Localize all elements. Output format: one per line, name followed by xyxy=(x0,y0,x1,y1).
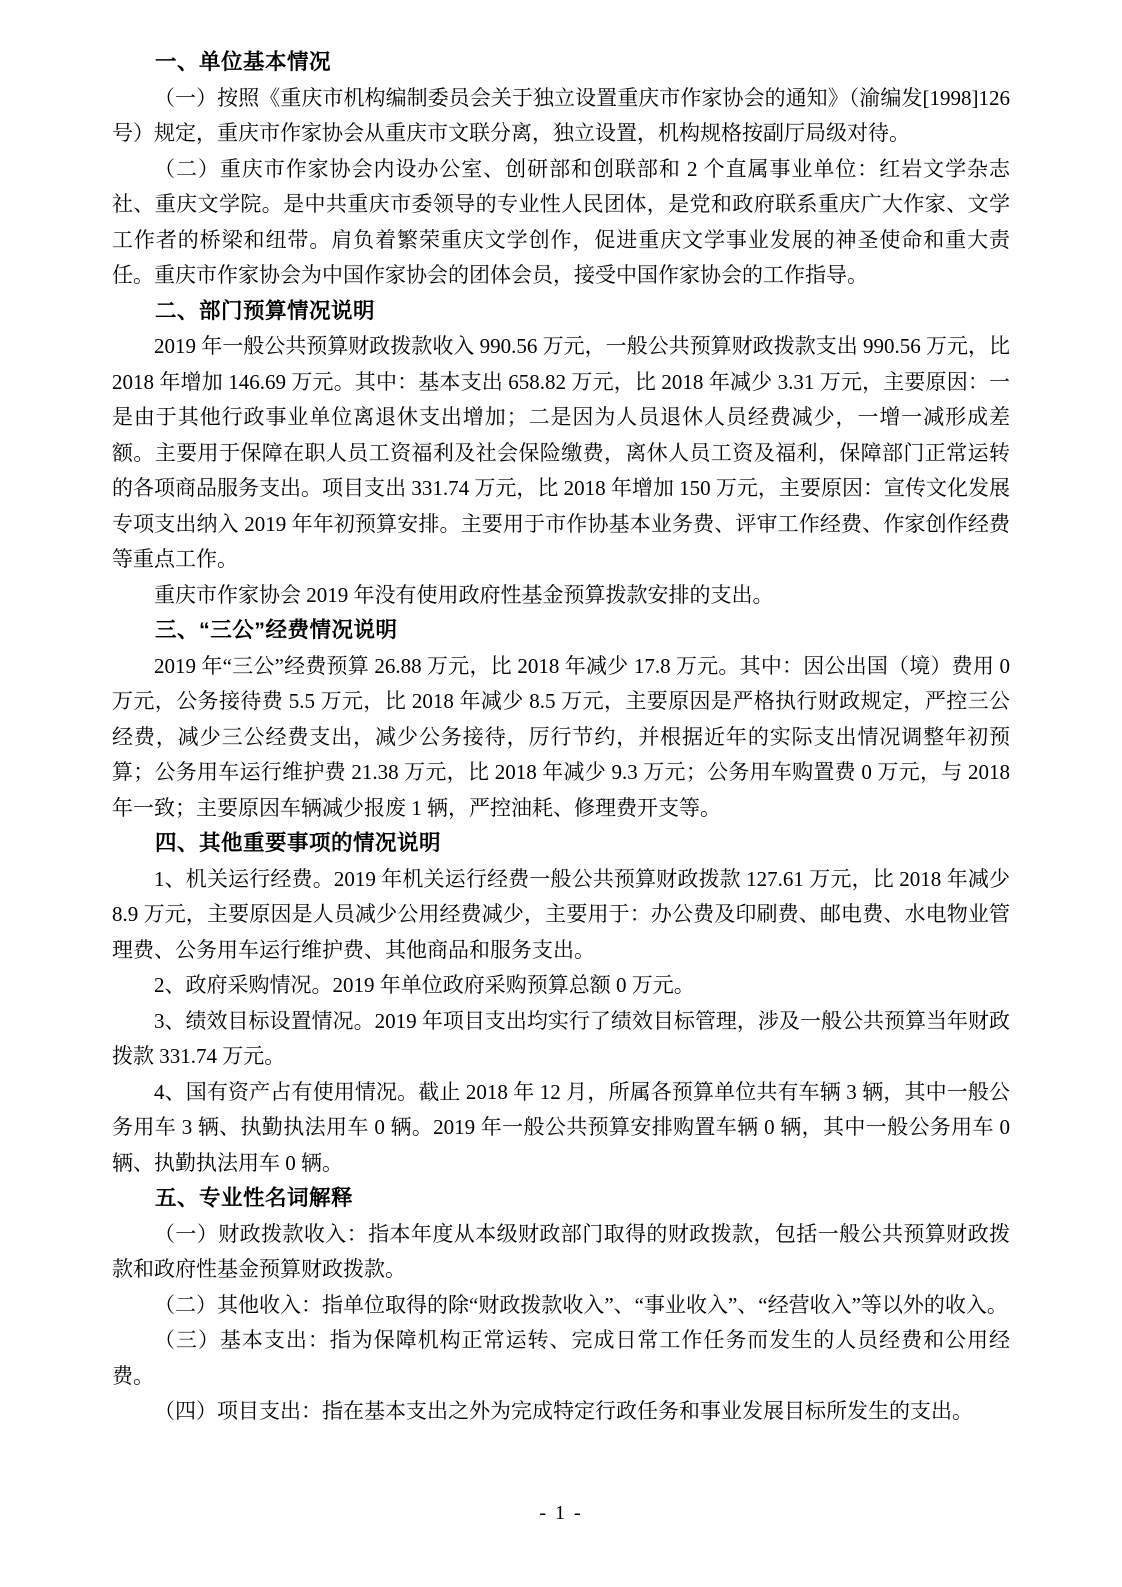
paragraph: 重庆市作家协会 2019 年没有使用政府性基金预算拨款安排的支出。 xyxy=(154,582,774,607)
section-heading: 五、专业性名词解释 xyxy=(155,1186,354,1210)
section-budget-explanation xyxy=(112,294,1010,614)
paragraph: （二）重庆市作家协会内设办公室、创研部和创联部和 2 个直属事业单位：红岩文学杂志社、重庆文学院。是中共重庆市委领导的专业性人民团体，是党和政府联系重庆广大作家、文学工作者的桥梁和纽带。肩负着繁荣重庆文学创作，促进重庆文学事业发展的神圣使命和重大责任。重庆市作家协会为中国作家协会的团体会员，接受中国作家协会的工作指导。 xyxy=(112,156,1010,287)
section-terminology-explanation xyxy=(112,1181,1010,1430)
paragraph: 2、政府采购情况。2019 年单位政府采购预算总额 0 万元。 xyxy=(154,973,695,997)
paragraph: （四）项目支出：指在基本支出之外为完成特定行政任务和事业发展目标所发生的支出。 xyxy=(154,1399,973,1423)
section-unit-basic-info xyxy=(112,45,1010,294)
paragraph: （二）其他收入：指单位取得的除“财政拨款收入”、“事业收入”、“经营收入”等以外的收入。 xyxy=(154,1292,1008,1317)
page-number: - 1 - xyxy=(539,1502,583,1524)
section-heading: 二、部门预算情况说明 xyxy=(155,298,376,323)
paragraph: 1、机关运行经费。2019 年机关运行经费一般公共预算财政拨款 127.61 万元，比 2018 年减少 8.9 万元，主要原因是人员减少公用经费减少，主要用于：办公费及印刷费、邮电费、水电物业管理费、公务用车运行维护费、其他商品和服务支出。 xyxy=(112,866,1010,962)
paragraph: （三）基本支出：指为保障机构正常运转、完成日常工作任务而发生的人员经费和公用经费。 xyxy=(112,1328,1010,1388)
paragraph: （一）按照《重庆市机构编制委员会关于独立设置重庆市作家协会的通知》（渝编发[1998]126号）规定，重庆市作家协会从重庆市文联分离，独立设置，机构规格按副厅局级对待。 xyxy=(112,85,1010,145)
paragraph: （一）财政拨款收入：指本年度从本级财政部门取得的财政拨款，包括一般公共预算财政拨款和政府性基金预算财政拨款。 xyxy=(112,1221,1010,1281)
section-heading: 三、“三公”经费情况说明 xyxy=(155,618,398,642)
section-other-important-matters xyxy=(112,826,1010,1181)
paragraph: 2019 年“三公”经费预算 26.88 万元，比 2018 年减少 17.8 万元。其中：因公出国（境）费用 0 万元，公务接待费 5.5 万元，比 2018 年减少 8.5 万元，主要原因是严格执行财政规定，严控三公经费，减少三公经费支出，减少公务接待，厉行节约，并根据近年的实际支出情况调整年初预算；公务用车运行维护费 21.38 万元，比 2018 年减少 9.3 万元；公务用车购置费 0 万元，与 2018 年一致；主要原因车辆减少报废 1 辆，严控油耗、修理费开支等。 xyxy=(112,653,1010,820)
section-three-public-expenses xyxy=(112,613,1010,826)
section-heading: 四、其他重要事项的情况说明 xyxy=(155,831,442,855)
paragraph: 2019 年一般公共预算财政拨款收入 990.56 万元，一般公共预算财政拨款支出 990.56 万元，比 2018 年增加 146.69 万元。其中：基本支出 658.82 万元，比 2018 年减少 3.31 万元，主要原因：一是由于其他行政事业单位离退休支出增加；二是因为人员退休人员经费减少，一增一减形成差额。主要用于保障在职人员工资福利及社会保险缴费，离休人员工资及福利，保障部门正常运转的各项商品服务支出。项目支出 331.74 万元，比 2018 年增加 150 万元，主要原因：宣传文化发展专项支出纳入 2019 年年初预算安排。主要用于市作协基本业务费、评审工作经费、作家创作经费等重点工作。 xyxy=(112,334,1010,571)
paragraph: 3、绩效目标设置情况。2019 年项目支出均实行了绩效目标管理，涉及一般公共预算当年财政拨款 331.74 万元。 xyxy=(112,1008,1010,1068)
paragraph: 4、国有资产占有使用情况。截止 2018 年 12 月，所属各预算单位共有车辆 3 辆，其中一般公务用车 3 辆、执勤执法用车 0 辆。2019 年一般公共预算安排购置车辆 0 辆，其中一般公务用车 0 辆、执勤执法用车 0 辆。 xyxy=(112,1079,1010,1175)
section-heading: 一、单位基本情况 xyxy=(155,50,332,74)
